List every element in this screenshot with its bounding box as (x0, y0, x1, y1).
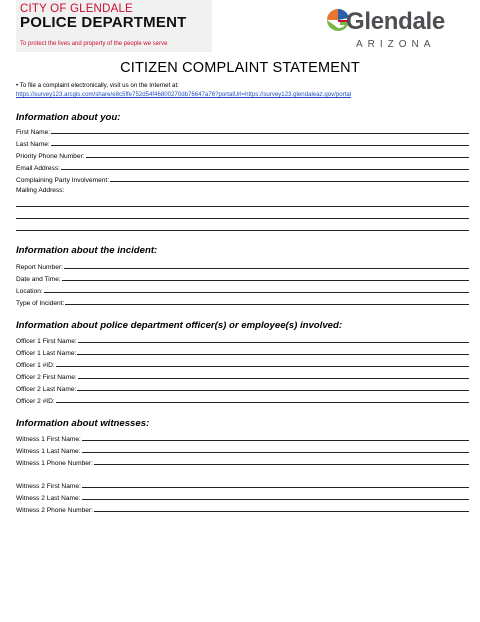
field-officer2-first-name[interactable] (16, 371, 469, 381)
fill-in-line[interactable] (94, 511, 469, 512)
city-name: CITY OF GLENDALE (20, 3, 133, 15)
department-name: POLICE DEPARTMENT (20, 14, 187, 31)
survey-link[interactable]: https://survey123.arcgis.com/share/e8c5ffe752d54f46800270db76647a76?portalUrl=https://survey123.glendaleaz.gov/portal (16, 91, 352, 98)
field-label: Priority Phone Number: (16, 153, 85, 160)
fill-in-line[interactable] (51, 145, 469, 146)
fill-in-line[interactable] (56, 402, 469, 403)
fill-in-line[interactable] (94, 464, 469, 465)
section-heading-witnesses: Information about witnesses: (16, 418, 150, 429)
field-label: Witness 2 Phone Number: (16, 507, 93, 514)
field-officer2-id[interactable] (16, 395, 469, 405)
field-first-name[interactable] (16, 126, 469, 136)
field-witness2-last-name[interactable] (16, 492, 469, 502)
field-report-number[interactable] (16, 261, 469, 271)
field-priority-phone[interactable] (16, 150, 469, 160)
fill-in-line[interactable] (62, 280, 469, 281)
field-last-name[interactable] (16, 138, 469, 148)
section-heading-officers: Information about police department officer(s) or employee(s) involved: (16, 320, 343, 331)
page-header (16, 0, 468, 56)
fill-in-line[interactable] (82, 487, 469, 488)
field-label: Witness 2 Last Name: (16, 495, 81, 502)
field-label: Mailing Address: (16, 187, 65, 194)
police-department-banner (16, 0, 212, 52)
section-heading-you: Information about you: (16, 112, 121, 123)
field-label: Email Address: (16, 165, 60, 172)
field-label: Type of Incident: (16, 300, 65, 307)
electronic-filing-note: • To file a complaint electronically, visit us on the Internet at: (16, 82, 179, 89)
field-label: Witness 1 First Name: (16, 436, 81, 443)
field-label: Last Name: (16, 141, 50, 148)
field-date-time[interactable] (16, 273, 469, 283)
field-label: Officer 2 Last Name: (16, 386, 77, 393)
field-witness1-first-name[interactable] (16, 433, 469, 443)
logo-state: ARIZONA (356, 39, 436, 50)
field-label: Officer 1 #ID: (16, 362, 55, 369)
field-label: Witness 1 Last Name: (16, 448, 81, 455)
field-witness1-last-name[interactable] (16, 445, 469, 455)
fill-in-line[interactable] (110, 181, 469, 182)
logo-wordmark: Glendale (346, 8, 445, 35)
page-title: CITIZEN COMPLAINT STATEMENT (120, 60, 360, 76)
fill-in-line[interactable] (82, 452, 470, 453)
field-witness2-phone[interactable] (16, 504, 469, 514)
fill-in-line[interactable] (78, 342, 469, 343)
fill-in-line[interactable] (56, 366, 469, 367)
field-officer1-first-name[interactable] (16, 335, 469, 345)
fill-in-line[interactable] (82, 499, 470, 500)
field-email[interactable] (16, 162, 469, 172)
field-label: Officer 2 #ID: (16, 398, 55, 405)
field-mailing-address (16, 184, 469, 194)
field-label: Witness 1 Phone Number: (16, 460, 93, 467)
field-label: Officer 1 Last Name: (16, 350, 77, 357)
field-officer2-last-name[interactable] (16, 383, 469, 393)
field-label: Date and Time: (16, 276, 61, 283)
fill-in-line[interactable] (82, 440, 469, 441)
field-incident-type[interactable] (16, 297, 469, 307)
section-heading-incident: Information about the incident: (16, 245, 158, 256)
address-line[interactable] (16, 206, 469, 207)
field-officer1-id[interactable] (16, 359, 469, 369)
field-label: Location: (16, 288, 43, 295)
address-line[interactable] (16, 230, 469, 231)
fill-in-line[interactable] (44, 292, 469, 293)
fill-in-line[interactable] (65, 304, 469, 305)
fill-in-line[interactable] (86, 157, 469, 158)
fill-in-line[interactable] (77, 390, 469, 391)
field-label: Witness 2 First Name: (16, 483, 81, 490)
field-label: Complaining Party Involvement: (16, 177, 110, 184)
fill-in-line[interactable] (51, 133, 469, 134)
field-officer1-last-name[interactable] (16, 347, 469, 357)
field-location[interactable] (16, 285, 469, 295)
field-party-involvement[interactable] (16, 174, 469, 184)
fill-in-line[interactable] (64, 268, 469, 269)
fill-in-line[interactable] (78, 378, 469, 379)
address-line[interactable] (16, 218, 469, 219)
field-label: Officer 1 First Name: (16, 338, 77, 345)
glendale-logo (324, 6, 468, 54)
field-label: Officer 2 First Name: (16, 374, 77, 381)
field-witness1-phone[interactable] (16, 457, 469, 467)
fill-in-line[interactable] (61, 169, 469, 170)
department-motto: To protect the lives and property of the people we serve (20, 41, 168, 47)
field-label: Report Number: (16, 264, 63, 271)
field-label: First Name: (16, 129, 51, 136)
fill-in-line[interactable] (77, 354, 469, 355)
field-witness2-first-name[interactable] (16, 480, 469, 490)
